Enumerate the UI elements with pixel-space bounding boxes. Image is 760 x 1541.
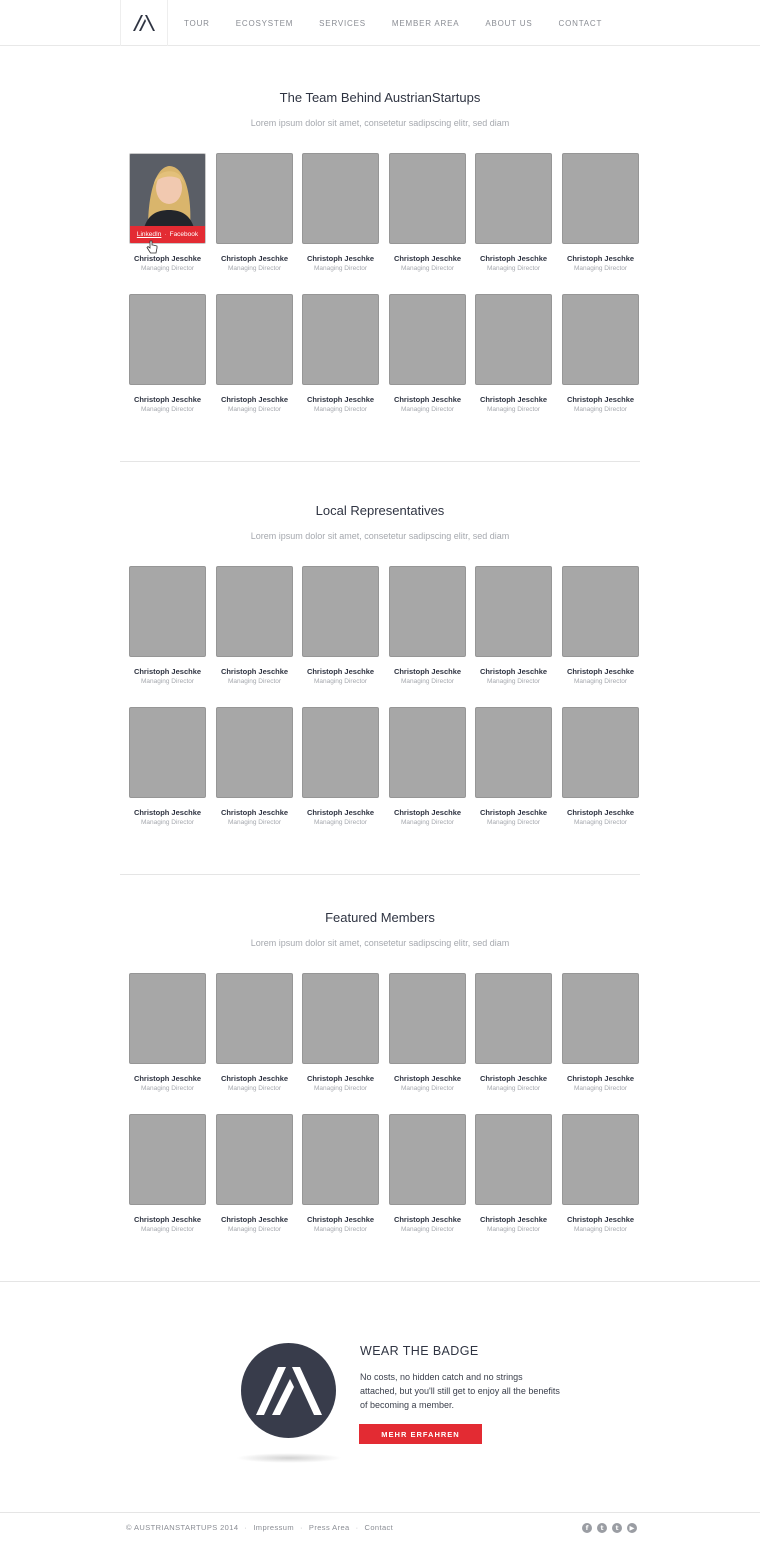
nav-contact[interactable]: CONTACT (558, 18, 603, 28)
member-photo[interactable] (302, 707, 379, 798)
member-photo[interactable] (389, 1114, 466, 1205)
badge-shadow (236, 1453, 342, 1463)
member-name: Christoph Jeschke (220, 254, 289, 263)
member-card[interactable] (475, 153, 552, 272)
nav-tour[interactable]: TOUR (184, 18, 210, 28)
member-name: Christoph Jeschke (133, 395, 202, 404)
member-photo[interactable] (562, 1114, 639, 1205)
footer-separator: · (355, 1523, 359, 1532)
footer-link-contact[interactable]: Contact (364, 1523, 394, 1532)
member-card[interactable] (389, 707, 466, 826)
member-name: Christoph Jeschke (566, 254, 635, 263)
member-photo[interactable] (389, 294, 466, 385)
member-name: Christoph Jeschke (393, 1215, 462, 1224)
member-card[interactable] (302, 1114, 379, 1233)
member-role: Managing Director (486, 406, 541, 413)
member-photo[interactable] (475, 707, 552, 798)
member-photo[interactable] (129, 153, 206, 244)
member-photo[interactable] (389, 973, 466, 1064)
member-role: Managing Director (227, 1226, 282, 1233)
badge-logo-icon (256, 1367, 322, 1415)
twitter-icon[interactable]: t (597, 1523, 607, 1533)
member-role: Managing Director (486, 1085, 541, 1092)
member-card[interactable] (389, 294, 466, 413)
member-card[interactable] (216, 294, 293, 413)
member-photo[interactable] (475, 153, 552, 244)
member-card[interactable] (562, 566, 639, 685)
member-role: Managing Director (486, 819, 541, 826)
member-role: Managing Director (573, 678, 628, 685)
member-role: Managing Director (573, 819, 628, 826)
member-name: Christoph Jeschke (220, 1074, 289, 1083)
section-title-featured: Featured Members (325, 910, 435, 925)
logo-icon (133, 15, 155, 31)
member-name: Christoph Jeschke (220, 667, 289, 676)
facebook-icon[interactable]: f (582, 1523, 592, 1533)
section-title-representatives: Local Representatives (315, 503, 445, 518)
member-name: Christoph Jeschke (393, 808, 462, 817)
member-card[interactable] (302, 566, 379, 685)
member-photo[interactable] (302, 566, 379, 657)
member-card[interactable] (129, 707, 206, 826)
member-card[interactable] (475, 1114, 552, 1233)
member-card[interactable] (389, 1114, 466, 1233)
footer-divider (0, 1512, 760, 1513)
member-role: Managing Director (313, 406, 368, 413)
member-role: Managing Director (140, 265, 195, 272)
badge-description: No costs, no hidden catch and no strings attached, but you'll still get to enjoy all the benefits of becoming a member. (360, 1372, 560, 1410)
member-role: Managing Director (486, 1226, 541, 1233)
section-title-team: The Team Behind AustrianStartups (279, 90, 481, 105)
social-links-overlay (130, 226, 205, 243)
badge-title: WEAR THE BADGE (360, 1344, 479, 1358)
section-subtitle-featured: Lorem ipsum dolor sit amet, consetetur sadipscing elitr, sed diam (250, 938, 510, 948)
hand-cursor-icon (146, 240, 158, 254)
member-photo[interactable] (216, 707, 293, 798)
member-name: Christoph Jeschke (220, 395, 289, 404)
member-photo[interactable] (302, 973, 379, 1064)
member-name: Christoph Jeschke (133, 667, 202, 676)
member-role: Managing Director (400, 678, 455, 685)
member-photo[interactable] (562, 707, 639, 798)
member-photo[interactable] (562, 294, 639, 385)
member-name: Christoph Jeschke (479, 667, 548, 676)
site-header (0, 0, 760, 46)
member-card[interactable] (129, 294, 206, 413)
member-photo[interactable] (129, 1114, 206, 1205)
member-card[interactable] (216, 566, 293, 685)
member-photo[interactable] (475, 1114, 552, 1205)
footer-separator: · (300, 1523, 303, 1532)
member-photo[interactable] (129, 566, 206, 657)
member-role: Managing Director (227, 819, 282, 826)
member-photo[interactable] (302, 1114, 379, 1205)
member-role: Managing Director (227, 678, 282, 685)
member-name: Christoph Jeschke (479, 808, 548, 817)
member-name: Christoph Jeschke (306, 1215, 375, 1224)
member-role: Managing Director (573, 1226, 628, 1233)
member-card[interactable] (389, 566, 466, 685)
member-name: Christoph Jeschke (220, 808, 289, 817)
member-name: Christoph Jeschke (566, 667, 635, 676)
member-name: Christoph Jeschke (306, 808, 375, 817)
nav-services[interactable]: SERVICES (319, 18, 366, 28)
member-name: Christoph Jeschke (479, 254, 548, 263)
member-photo[interactable] (562, 566, 639, 657)
section-subtitle-team: Lorem ipsum dolor sit amet, consetetur sadipscing elitr, sed diam (250, 118, 510, 128)
youtube-icon[interactable]: ▶ (627, 1523, 637, 1533)
section-divider (120, 461, 640, 462)
member-name: Christoph Jeschke (393, 667, 462, 676)
member-role: Managing Director (486, 678, 541, 685)
member-photo[interactable] (302, 153, 379, 244)
mehr-erfahren-button[interactable]: MEHR ERFAHREN (359, 1424, 482, 1444)
member-photo[interactable] (216, 294, 293, 385)
member-name: Christoph Jeschke (566, 808, 635, 817)
member-photo[interactable] (562, 973, 639, 1064)
member-card[interactable] (389, 153, 466, 272)
member-name: Christoph Jeschke (479, 1215, 548, 1224)
member-card[interactable] (562, 973, 639, 1092)
badge-logo (241, 1343, 336, 1438)
main-nav (184, 0, 628, 46)
member-card[interactable] (302, 973, 379, 1092)
member-role: Managing Director (573, 1085, 628, 1092)
member-photo[interactable] (475, 294, 552, 385)
member-role: Managing Director (140, 1085, 195, 1092)
member-name: Christoph Jeschke (133, 1215, 202, 1224)
member-role: Managing Director (400, 1226, 455, 1233)
footer-links (126, 1523, 393, 1532)
member-name: Christoph Jeschke (133, 808, 202, 817)
member-name: Christoph Jeschke (479, 395, 548, 404)
member-photo[interactable] (302, 294, 379, 385)
member-photo[interactable] (216, 1114, 293, 1205)
section-divider (120, 874, 640, 875)
member-photo[interactable] (216, 566, 293, 657)
member-role: Managing Director (313, 678, 368, 685)
portrait-image (130, 154, 206, 228)
member-role: Managing Director (140, 819, 195, 826)
member-name: Christoph Jeschke (566, 1215, 635, 1224)
member-card[interactable] (475, 707, 552, 826)
member-role: Managing Director (573, 406, 628, 413)
member-role: Managing Director (140, 1226, 195, 1233)
member-role: Managing Director (313, 819, 368, 826)
member-card[interactable] (216, 1114, 293, 1233)
member-name: Christoph Jeschke (479, 1074, 548, 1083)
member-name: Christoph Jeschke (306, 1074, 375, 1083)
member-photo[interactable] (562, 153, 639, 244)
member-role: Managing Director (140, 678, 195, 685)
member-name: Christoph Jeschke (133, 254, 202, 263)
site-logo[interactable] (120, 0, 168, 46)
member-card[interactable] (562, 294, 639, 413)
social-separator: · (164, 231, 167, 238)
member-role: Managing Director (140, 406, 195, 413)
member-card[interactable] (129, 566, 206, 685)
member-card[interactable] (216, 153, 293, 272)
member-card[interactable] (562, 153, 639, 272)
member-photo[interactable] (389, 566, 466, 657)
member-card[interactable] (475, 566, 552, 685)
nav-about-us[interactable]: ABOUT US (485, 18, 533, 28)
member-name: Christoph Jeschke (306, 395, 375, 404)
member-role: Managing Director (400, 1085, 455, 1092)
section-subtitle-representatives: Lorem ipsum dolor sit amet, consetetur sadipscing elitr, sed diam (250, 531, 510, 541)
member-role: Managing Director (400, 819, 455, 826)
member-card[interactable] (562, 707, 639, 826)
member-role: Managing Director (227, 406, 282, 413)
member-photo[interactable] (389, 153, 466, 244)
member-name: Christoph Jeschke (393, 1074, 462, 1083)
member-name: Christoph Jeschke (133, 1074, 202, 1083)
member-card[interactable] (302, 153, 379, 272)
badge-divider (0, 1281, 760, 1282)
footer-separator: · (244, 1523, 248, 1532)
member-role: Managing Director (313, 265, 368, 272)
member-name: Christoph Jeschke (306, 254, 375, 263)
member-card[interactable] (302, 707, 379, 826)
member-name: Christoph Jeschke (566, 395, 635, 404)
member-photo[interactable] (129, 973, 206, 1064)
member-role: Managing Director (227, 1085, 282, 1092)
member-card[interactable] (562, 1114, 639, 1233)
member-name: Christoph Jeschke (220, 1215, 289, 1224)
member-photo[interactable] (475, 973, 552, 1064)
linkedin-link[interactable]: LinkedIn (136, 231, 162, 238)
member-photo[interactable] (475, 566, 552, 657)
nav-ecosystem[interactable]: ECOSYSTEM (235, 18, 294, 28)
member-role: Managing Director (400, 406, 455, 413)
member-card[interactable] (129, 973, 206, 1092)
nav-member-area[interactable]: MEMBER AREA (391, 18, 460, 28)
tumblr-icon[interactable]: t (612, 1523, 622, 1533)
member-card[interactable] (129, 153, 206, 272)
member-name: Christoph Jeschke (393, 395, 462, 404)
member-role: Managing Director (573, 265, 628, 272)
footer-link-impressum[interactable]: Impressum (253, 1523, 295, 1532)
member-photo[interactable] (216, 153, 293, 244)
member-photo[interactable] (216, 973, 293, 1064)
member-photo[interactable] (129, 707, 206, 798)
member-card[interactable] (475, 973, 552, 1092)
footer-copyright: © AUSTRIANSTARTUPS 2014 (126, 1523, 239, 1532)
member-name: Christoph Jeschke (393, 254, 462, 263)
facebook-link[interactable]: Facebook (169, 231, 199, 238)
member-card[interactable] (389, 973, 466, 1092)
member-card[interactable] (129, 1114, 206, 1233)
member-card[interactable] (216, 973, 293, 1092)
member-role: Managing Director (313, 1226, 368, 1233)
member-role: Managing Director (227, 265, 282, 272)
member-card[interactable] (216, 707, 293, 826)
member-role: Managing Director (486, 265, 541, 272)
member-photo[interactable] (129, 294, 206, 385)
member-photo[interactable] (389, 707, 466, 798)
member-card[interactable] (302, 294, 379, 413)
member-card[interactable] (475, 294, 552, 413)
member-name: Christoph Jeschke (306, 667, 375, 676)
member-role: Managing Director (313, 1085, 368, 1092)
member-role: Managing Director (400, 265, 455, 272)
footer-social-icons (582, 1523, 642, 1533)
footer-link-press-area[interactable]: Press Area (308, 1523, 350, 1532)
member-name: Christoph Jeschke (566, 1074, 635, 1083)
